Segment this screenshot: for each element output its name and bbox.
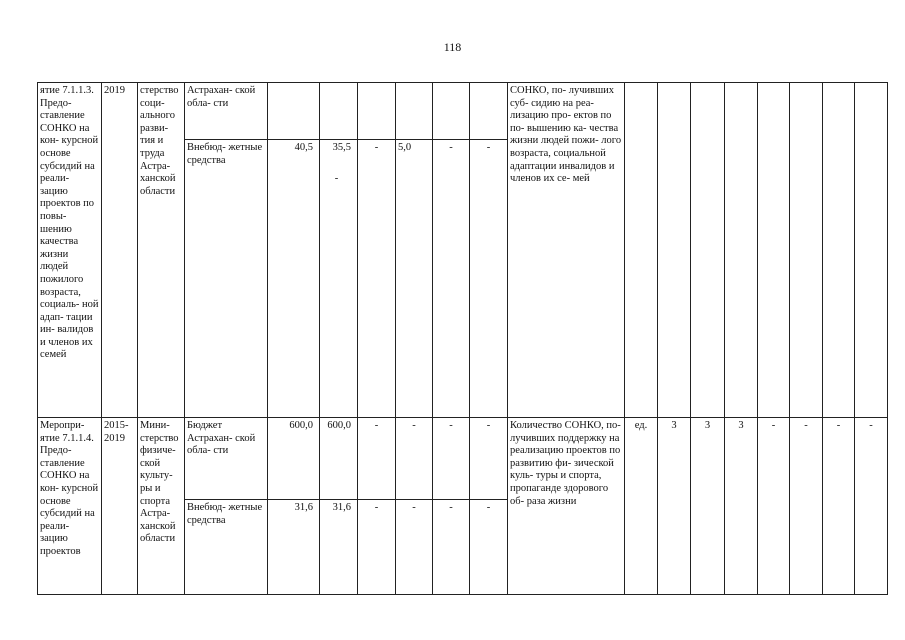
value-cell [758, 83, 790, 418]
value-cell [725, 83, 758, 418]
executor-cell: стерство соци- ального разви- тия и труда Астра- ханской области [138, 83, 185, 418]
amount-value: 35,5 [332, 142, 351, 153]
value-cell: - [855, 418, 888, 595]
amount-cell: - [358, 140, 396, 418]
amount-cell [320, 83, 358, 140]
amount-cell [320, 140, 358, 418]
value-cell: - [790, 418, 823, 595]
amount-cell [470, 83, 508, 140]
amount-cell [433, 83, 470, 140]
amount-cell: 31,6 [320, 500, 358, 595]
amount-cell: - [396, 500, 433, 595]
amount-cell: 31,6 [268, 500, 320, 595]
program-table [37, 82, 888, 595]
amount-cell: - [396, 418, 433, 500]
amount-cell: 40,5 [268, 140, 320, 418]
event-cell: ятие 7.1.1.3. Предо- ставление СОНКО на кон- курсной основе субсидий на реали- зацию проектов по повы- шению качества жизни людей пожилого возраста, социаль- ной адап- тации ин- валидов и членов их семей [38, 83, 102, 418]
year-cell: 2019 [102, 83, 138, 418]
table-row [38, 83, 888, 140]
amount-cell: - [470, 500, 508, 595]
value-cell: 3 [725, 418, 758, 595]
amount-cell [268, 83, 320, 140]
value-cell: 3 [658, 418, 691, 595]
amount-cell: - [433, 140, 470, 418]
value-cell: - [758, 418, 790, 595]
value-cell [658, 83, 691, 418]
amount-cell: - [470, 140, 508, 418]
amount-cell: - [470, 418, 508, 500]
amount-note: - [334, 172, 339, 184]
source-cell: Внебюд- жетные средства [185, 140, 268, 418]
source-cell: Бюджет Астрахан- ской обла- сти [185, 418, 268, 500]
year-cell: 2015- 2019 [102, 418, 138, 595]
unit-cell: ед. [625, 418, 658, 595]
amount-cell [358, 83, 396, 140]
page-number: 118 [443, 40, 462, 54]
amount-cell: - [358, 500, 396, 595]
value-cell [691, 83, 725, 418]
value-cell [823, 83, 855, 418]
amount-cell: - [433, 418, 470, 500]
indicator-cell: СОНКО, по- лучивших суб- сидию на реа- лизацию про- ектов по по- вышению ка- чества жизни людей пожи- лого возраста, социальной адаптации инвалидов и членов их се- мей [508, 83, 625, 418]
source-cell: Внебюд- жетные средства [185, 500, 268, 595]
value-cell: - [823, 418, 855, 595]
table-row [38, 418, 888, 500]
indicator-cell: Количество СОНКО, по- лучивших поддержку на реализацию проектов по развитию фи- зической куль- туры и спорта, пропаганде здорового об- раза жизни [508, 418, 625, 595]
value-cell [790, 83, 823, 418]
amount-cell: - [358, 418, 396, 500]
amount-cell: 600,0 [320, 418, 358, 500]
amount-cell [396, 83, 433, 140]
amount-cell: 600,0 [268, 418, 320, 500]
amount-cell: - [433, 500, 470, 595]
executor-cell: Мини- стерство физиче- ской культу- ры и спорта Астра- ханской области [138, 418, 185, 595]
value-cell: 3 [691, 418, 725, 595]
source-cell: Астрахан- ской обла- сти [185, 83, 268, 140]
event-cell: Меропри- ятие 7.1.1.4. Предо- ставление СОНКО на кон- курсной основе субсидий на реали- зацию проектов [38, 418, 102, 595]
amount-cell: 5,0 [396, 140, 433, 418]
unit-cell [625, 83, 658, 418]
value-cell [855, 83, 888, 418]
